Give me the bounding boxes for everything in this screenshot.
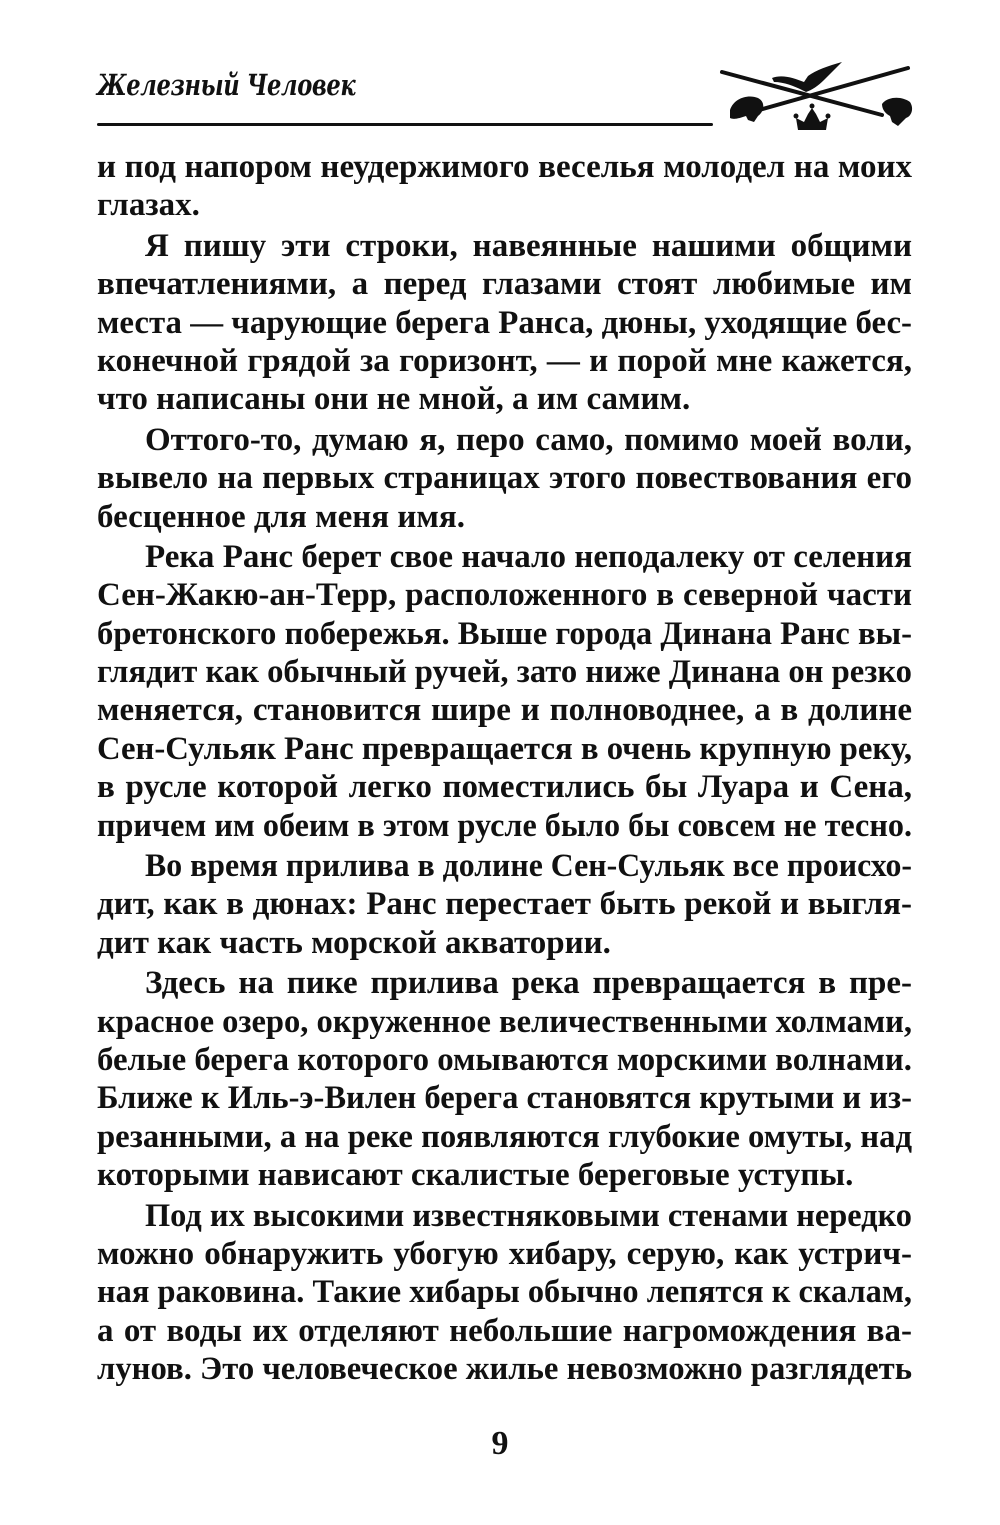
text-line: конечной грядой за горизонт, — и порой мне кажется, [97,342,912,379]
text-line: и под напором неудержимого веселья молодел на моих [97,149,912,185]
text-line: дит как часть морской акватории. [97,924,611,961]
running-title: Железный Человек [97,68,356,102]
text-line: что написаны они не мной, а им самим. [97,381,691,418]
page-number: 9 [491,1425,509,1462]
text-line: резанными, а на реке появляются глубокие омуты, над [97,1118,912,1155]
text-line: красное озеро, окруженное величественными холмами, [97,1003,912,1040]
text-line: Во время прилива в долине Сен-Сульяк все происхо- [144,848,912,885]
text-line: в русле которой легко поместились бы Луара и Сена, [97,769,912,806]
text-line: Оттого-то, думаю я, перо само, помимо моей воли, [145,421,912,458]
text-line: ная раковина. Такие хибары обычно лепятся к скалам, [97,1274,912,1311]
header-rule [97,123,713,126]
text-line: Под их высокими известняковыми стенами нередко [144,1197,912,1234]
text-line: глазах. [97,187,200,224]
text-line: бретонского побережья. Выше города Динана Ранс вы- [97,615,912,652]
text-line: Река Ранс берет свое начало неподалеку от селения [145,538,912,575]
text-line: причем им обеим в этом русле было бы совсем не тесно. [97,807,912,844]
text-line: Я пишу эти строки, навеянные нашими общими [145,227,912,264]
text-line: лунов. Это человеческое жилье невозможно разглядеть [97,1351,912,1388]
text-line: глядит как обычный ручей, зато ниже Динана он резко [97,654,912,691]
text-line: дит, как в дюнах: Ранс перестает быть рекой и выгля- [97,886,912,923]
text-line: Ближе к Иль-э-Вилен берега становятся крутыми и из- [97,1080,912,1117]
body-text [97,148,912,1389]
text-line: которыми нависают скалистые береговые уступы. [97,1157,854,1194]
text-line: места — чарующие берега Ранса, дюны, уходящие бес- [97,304,912,341]
text-line: Сен-Сульяк Ранс превращается в очень крупную реку, [97,730,912,767]
text-line: бесценное для меня имя. [97,498,465,535]
text-line: а от воды их отделяют небольшие нагромождения ва- [97,1312,912,1349]
text-line: белые берега которого омываются морскими волнами. [97,1041,912,1078]
text-line: можно обнаружить убогую хибару, серую, как устрич- [97,1235,912,1272]
text-line: Сен-Жакю-ан-Терр, расположенного в северной части [97,577,912,614]
text-line: меняется, становится шире и полноводнее, а в долине [97,692,912,729]
crossed-sabers-emblem-icon [712,60,917,135]
text-line: вывело на первых страницах этого повествования его [97,460,912,497]
text-line: Здесь на пике прилива река превращается в пре- [145,965,912,1002]
text-line: впечатлениями, а перед глазами стоят любимые им [97,266,912,303]
